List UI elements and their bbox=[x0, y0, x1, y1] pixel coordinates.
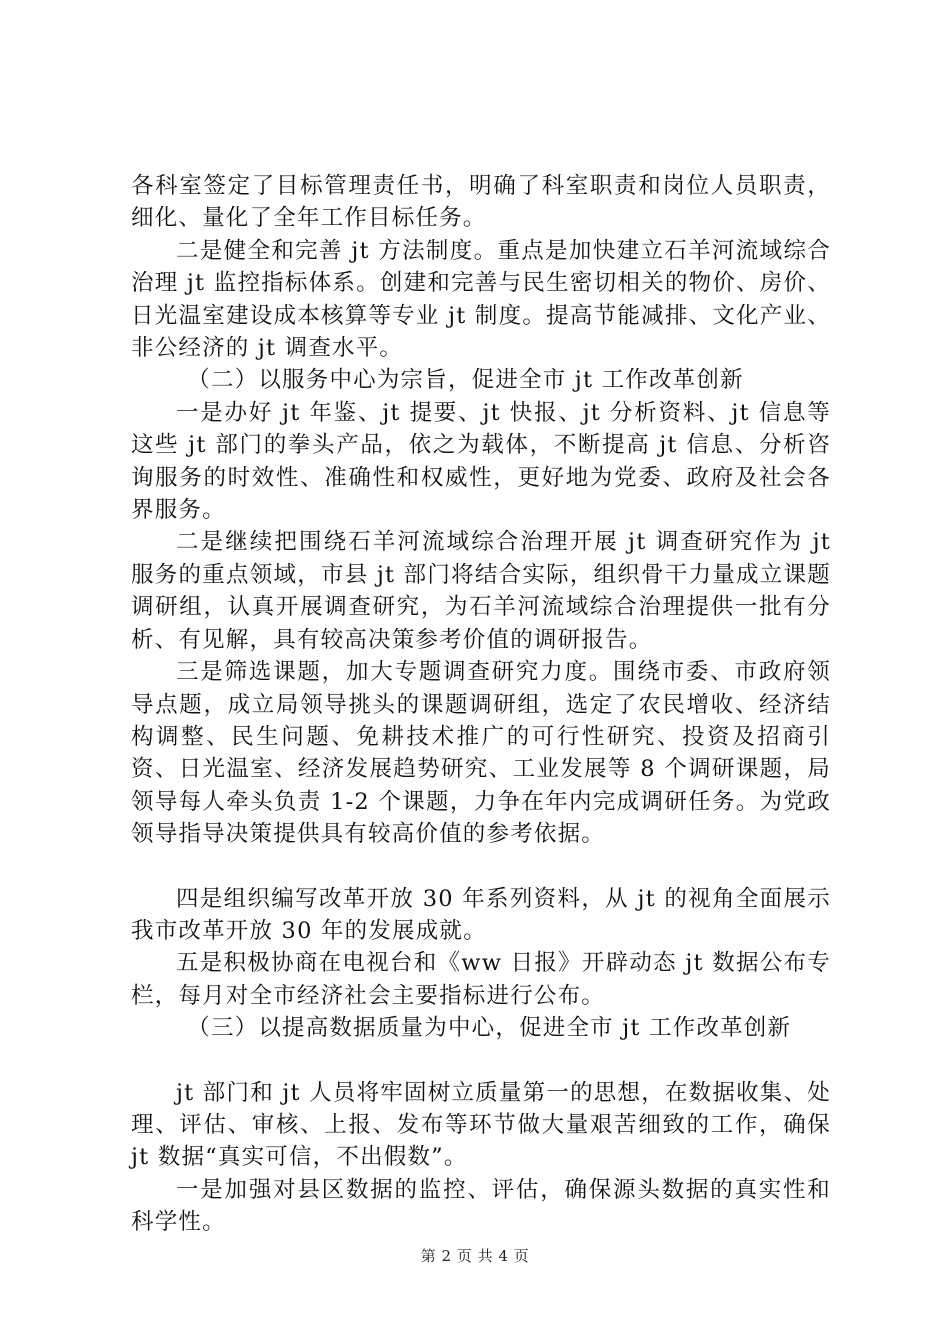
paragraph-9: 一是加强对县区数据的监控、评估，确保源头数据的真实性和科学性。 bbox=[131, 1176, 831, 1236]
paragraph-7: 五是积极协商在电视台和《ww 日报》开辟动态 jt 数据公布专栏，每月对全市经济社会主要指标进行公布。 bbox=[131, 950, 831, 1009]
paragraph-6: 四是组织编写改革开放 30 年系列资料，从 jt 的视角全面展示我市改革开放 30 年的发展成就。 bbox=[131, 885, 831, 944]
paragraph-8: jt 部门和 jt 人员将牢固树立质量第一的思想，在数据收集、处理、评估、审核、上报、发布等环节做大量艰苦细致的工作，确保 jt 数据“真实可信，不出假数”。 bbox=[131, 1079, 831, 1171]
paragraph-5: 三是筛选课题，加大专题调查研究力度。围绕市委、市政府领导点题，成立局领导挑头的课题调研组，选定了农民增收、经济结构调整、民生问题、免耕技术推广的可行性研究、投资及招商引资、日光温室、经济发展趋势研究、工业发展等 8 个调研课题，局领导每人牵头负责 1-2 个课题，力争在年内完成调研任务。为党政领导指导决策提供具有较高价值的参考依据。 bbox=[131, 659, 831, 848]
paragraph-4: 二是继续把围绕石羊河流域综合治理开展 jt 调查研究作为 jt 服务的重点领域，市县 jt 部门将结合实际，组织骨干力量成立课题调研组，认真开展调查研究，为石羊河流域综合治理提供一批有分析、有见解，具有较高决策参考价值的调研报告。 bbox=[131, 529, 831, 653]
page-number-footer: 第 2 页 共 4 页 bbox=[420, 1247, 530, 1265]
document-body bbox=[131, 170, 831, 1239]
paragraph-3: 一是办好 jt 年鉴、jt 提要、jt 快报、jt 分析资料、jt 信息等这些 jt 部门的拳头产品，依之为载体，不断提高 jt 信息、分析咨询服务的时效性、准确性和权威性，更好地为党委、政府及社会各界服务。 bbox=[131, 399, 831, 524]
paragraph-2: 二是健全和完善 jt 方法制度。重点是加快建立石羊河流域综合治理 jt 监控指标体系。创建和完善与民生密切相关的物价、房价、日光温室建设成本核算等专业 jt 制度。提高节能减排、文化产业、非公经济的 jt 调查水平。 bbox=[131, 237, 831, 362]
section-heading-3: （三）以提高数据质量为中心，促进全市 jt 工作改革创新 bbox=[187, 1015, 792, 1042]
paragraph-1: 各科室签定了目标管理责任书，明确了科室职责和岗位人员职责，细化、量化了全年工作目标任务。 bbox=[131, 173, 831, 232]
section-heading-2: （二）以服务中心为宗旨，促进全市 jt 工作改革创新 bbox=[187, 367, 744, 394]
